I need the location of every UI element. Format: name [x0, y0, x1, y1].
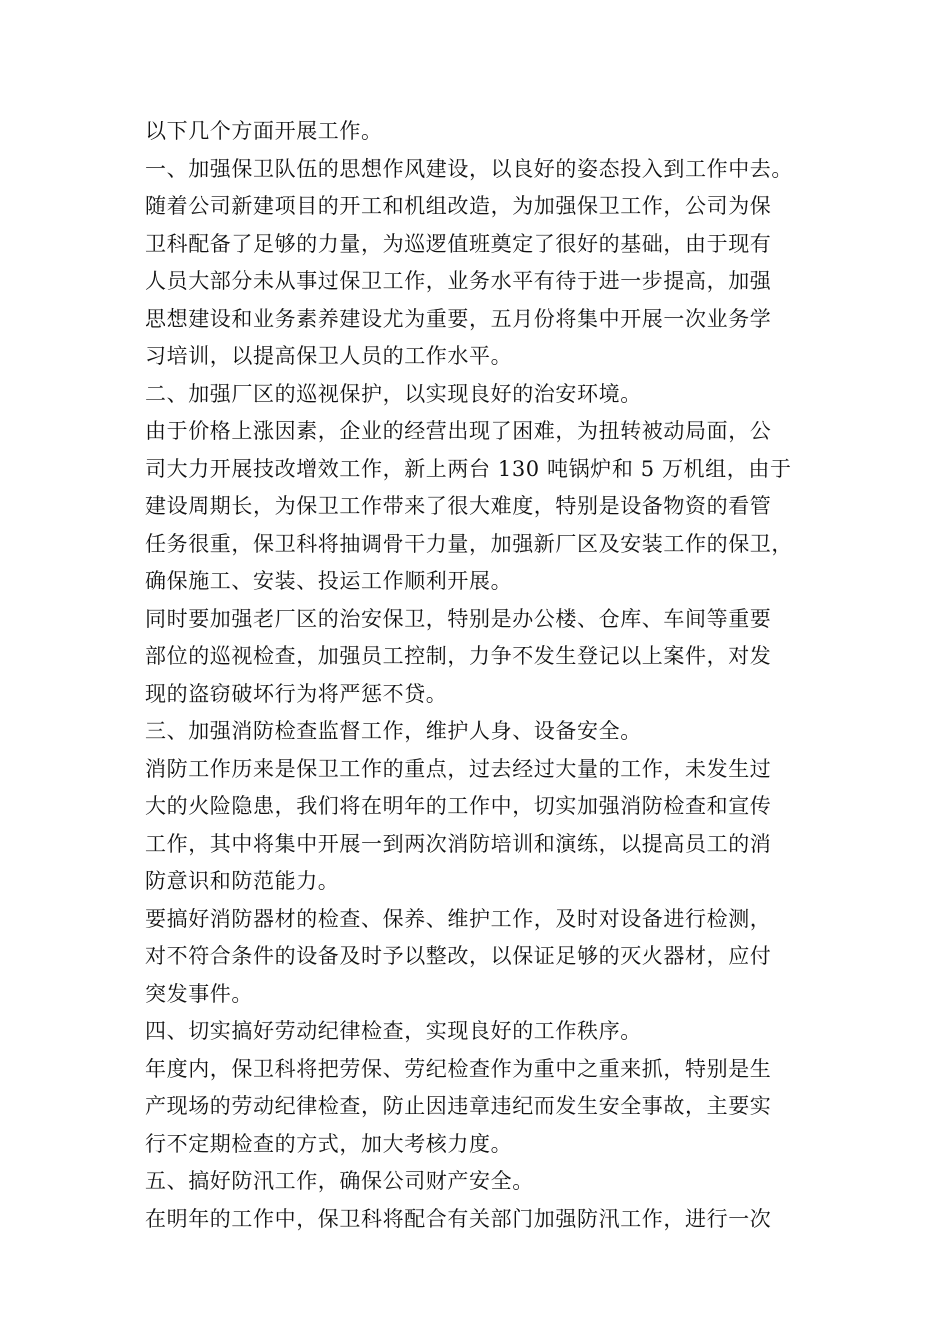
text-line: 产现场的劳动纪律检查，防止因违章违纪而发生安全事故，主要实: [145, 1094, 772, 1118]
text-line: 现的盗窃破坏行为将严惩不贷。: [145, 681, 448, 706]
section-heading: 四、切实搞好劳动纪律检查，实现良好的工作秩序。: [145, 1019, 642, 1043]
section-heading: 二、加强厂区的巡视保护，以实现良好的治安环境。: [145, 381, 642, 406]
text-line: 习培训，以提高保卫人员的工作水平。: [145, 344, 513, 368]
text-line: 建设周期长，为保卫工作带来了很大难度，特别是设备物资的看管: [145, 494, 772, 518]
text-line: 由于价格上涨因素，企业的经营出现了困难，为扭转被动局面，公: [145, 419, 772, 443]
text-line: 工作，其中将集中开展一到两次消防培训和演练，以提高员工的消: [145, 831, 772, 856]
text-line: 在明年的工作中，保卫科将配合有关部门加强防汛工作，进行一次: [145, 1206, 772, 1231]
text-line: 突发事件。: [145, 981, 253, 1006]
section-heading: 三、加强消防检查监督工作，维护人身、设备安全。: [145, 719, 642, 743]
text-line: 行不定期检查的方式，加大考核力度。: [145, 1131, 513, 1156]
text-line: 思想建设和业务素养建设尤为重要，五月份将集中开展一次业务学: [145, 306, 772, 331]
section-heading: 五、搞好防汛工作，确保公司财产安全。: [145, 1169, 534, 1193]
text-line: 以下几个方面开展工作。: [145, 119, 383, 143]
text-line: 同时要加强老厂区的治安保卫，特别是办公楼、仓库、车间等重要: [145, 606, 772, 631]
text-line: 卫科配备了足够的力量，为巡逻值班奠定了很好的基础，由于现有: [145, 231, 772, 256]
text-line: 消防工作历来是保卫工作的重点，过去经过大量的工作，未发生过: [145, 756, 772, 781]
text-line: 部位的巡视检查，加强员工控制，力争不发生登记以上案件，对发: [145, 644, 772, 668]
text-line: 司大力开展技改增效工作，新上两台 130 吨锅炉和 5 万机组，由于: [145, 456, 792, 481]
text-line: 要搞好消防器材的检查、保养、维护工作，及时对设备进行检测，: [145, 906, 772, 931]
text-line: 年度内，保卫科将把劳保、劳纪检查作为重中之重来抓，特别是生: [145, 1056, 772, 1081]
text-line: 任务很重，保卫科将抽调骨干力量，加强新厂区及安装工作的保卫，: [145, 531, 793, 556]
document-body: [145, 113, 825, 1238]
text-line: 人员大部分未从事过保卫工作，业务水平有待于进一步提高，加强: [145, 269, 772, 293]
text-line: 随着公司新建项目的开工和机组改造，为加强保卫工作，公司为保: [145, 194, 772, 218]
text-line: 确保施工、安装、投运工作顺利开展。: [145, 569, 513, 593]
text-line: 防意识和防范能力。: [145, 869, 340, 893]
text-line: 大的火险隐患，我们将在明年的工作中，切实加强消防检查和宣传: [145, 794, 772, 818]
text-line: 对不符合条件的设备及时予以整改，以保证足够的灭火器材，应付: [145, 944, 772, 968]
section-heading: 一、加强保卫队伍的思想作风建设，以良好的姿态投入到工作中去。: [145, 156, 793, 181]
